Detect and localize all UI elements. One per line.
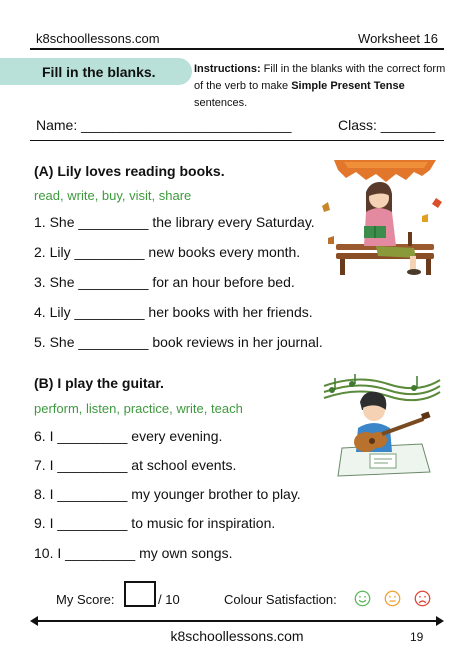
top-divider <box>30 48 444 50</box>
section-a-item-5: 5. She _________ book reviews in her journal. <box>34 334 323 350</box>
section-b-item-6: 6. I _________ every evening. <box>34 428 223 444</box>
happy-face-icon <box>354 590 371 607</box>
instructions-keyword: Simple Present Tense <box>291 80 405 92</box>
worksheet-number: Worksheet 16 <box>358 31 438 46</box>
section-a-item-2: 2. Lily _________ new books every month. <box>34 244 301 260</box>
header-divider <box>30 140 444 141</box>
footer-site: k8schoollessons.com <box>170 628 304 644</box>
score-box <box>124 581 156 607</box>
name-field: Name: ___________________________ <box>36 117 292 133</box>
page-number: 19 <box>410 630 424 644</box>
worksheet-title: Fill in the blanks. <box>42 63 156 80</box>
right-arrow-icon <box>436 616 444 626</box>
section-b-item-9: 9. I _________ to music for inspiration. <box>34 515 276 531</box>
site-name: k8schoollessons.com <box>36 31 160 46</box>
class-field: Class: _______ <box>338 117 436 133</box>
section-a-item-4: 4. Lily _________ her books with her friends. <box>34 304 313 320</box>
section-a-title: (A) Lily loves reading books. <box>34 163 225 179</box>
section-a-item-1: 1. She _________ the library every Saturday. <box>34 214 315 230</box>
section-b-item-7: 7. I _________ at school events. <box>34 457 237 473</box>
sad-face-icon <box>414 590 431 607</box>
section-b-word-bank: perform, listen, practice, write, teach <box>34 401 243 416</box>
section-a-item-3: 3. She _________ for an hour before bed. <box>34 274 295 290</box>
neutral-face-icon <box>384 590 401 607</box>
guitar-boy-illustration <box>318 372 442 482</box>
section-b-title: (B) I play the guitar. <box>34 375 164 391</box>
reading-girl-illustration <box>318 158 446 280</box>
footer-divider <box>36 620 436 622</box>
worksheet-title-banner <box>0 58 192 85</box>
score-label: My Score: <box>56 592 115 607</box>
section-b-item-10: 10. I _________ my own songs. <box>34 545 233 561</box>
satisfaction-label: Colour Satisfaction: <box>224 592 337 607</box>
instructions <box>194 61 454 112</box>
instructions-text: Fill in the blanks with the correct form of the verb to make <box>194 63 446 92</box>
instructions-end: sentences. <box>194 97 248 109</box>
score-total: / 10 <box>158 592 180 607</box>
section-b-item-8: 8. I _________ my younger brother to play. <box>34 486 301 502</box>
section-a-word-bank: read, write, buy, visit, share <box>34 188 192 203</box>
instructions-label: Instructions: <box>194 63 261 75</box>
